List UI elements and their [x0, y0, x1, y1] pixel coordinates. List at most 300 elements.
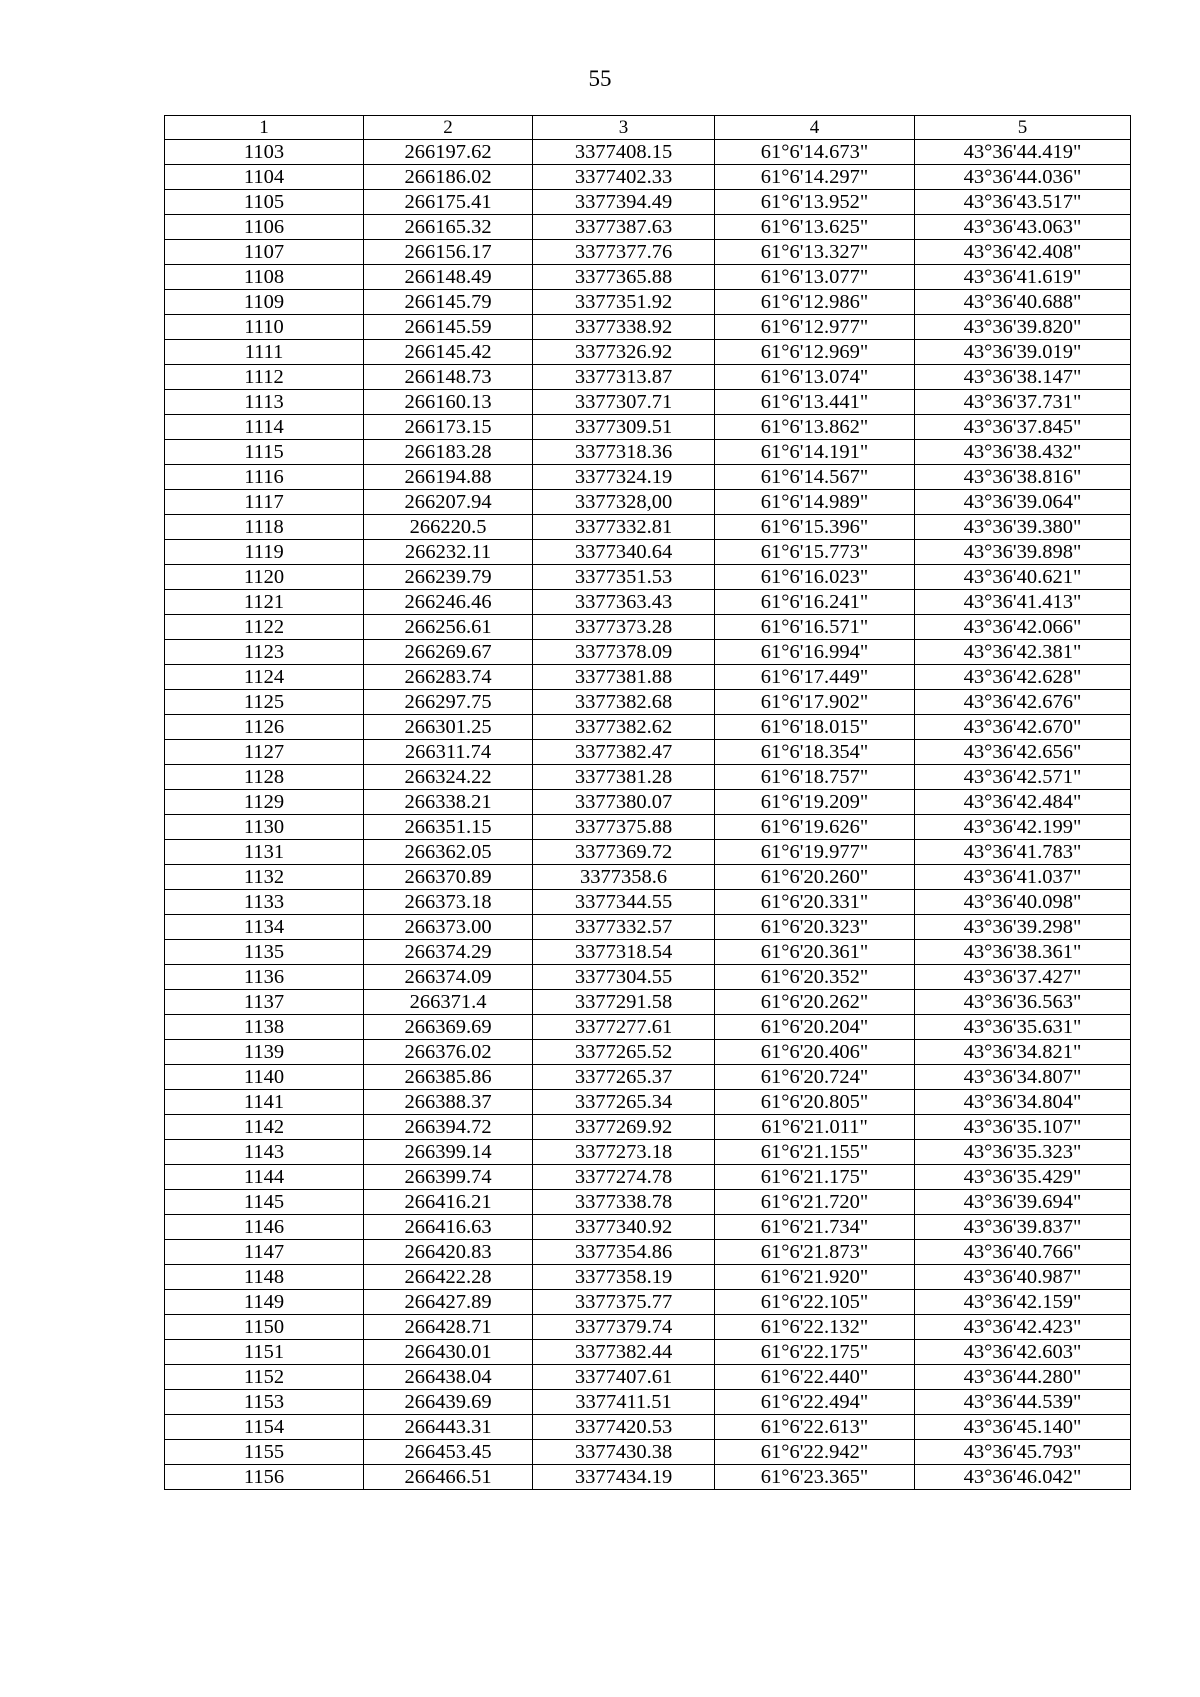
longitude-cell: 61°6'12.969"	[715, 340, 915, 365]
table-row	[165, 865, 1131, 890]
latitude-cell: 43°36'37.845"	[915, 415, 1131, 440]
table-row	[165, 1390, 1131, 1415]
table-row	[165, 715, 1131, 740]
x-coordinate-cell: 266351.15	[364, 815, 533, 840]
latitude-cell: 43°36'35.107"	[915, 1115, 1131, 1140]
table-row	[165, 515, 1131, 540]
table-row	[165, 740, 1131, 765]
x-coordinate-cell: 266239.79	[364, 565, 533, 590]
x-coordinate-cell: 266430.01	[364, 1340, 533, 1365]
longitude-cell: 61°6'22.105"	[715, 1290, 915, 1315]
longitude-cell: 61°6'16.571"	[715, 615, 915, 640]
x-coordinate-cell: 266373.18	[364, 890, 533, 915]
table-row	[165, 1440, 1131, 1465]
x-coordinate-cell: 266438.04	[364, 1365, 533, 1390]
table-row	[165, 765, 1131, 790]
table-row	[165, 1165, 1131, 1190]
latitude-cell: 43°36'42.408"	[915, 240, 1131, 265]
y-coordinate-cell: 3377340.64	[533, 540, 715, 565]
table-row	[165, 790, 1131, 815]
longitude-cell: 61°6'13.952"	[715, 190, 915, 215]
x-coordinate-cell: 266373.00	[364, 915, 533, 940]
latitude-cell: 43°36'42.484"	[915, 790, 1131, 815]
latitude-cell: 43°36'36.563"	[915, 990, 1131, 1015]
x-coordinate-cell: 266269.67	[364, 640, 533, 665]
longitude-cell: 61°6'20.331"	[715, 890, 915, 915]
table-row	[165, 440, 1131, 465]
point-number-cell: 1115	[165, 440, 364, 465]
latitude-cell: 43°36'42.199"	[915, 815, 1131, 840]
y-coordinate-cell: 3377407.61	[533, 1365, 715, 1390]
latitude-cell: 43°36'44.036"	[915, 165, 1131, 190]
table-header-row	[165, 116, 1131, 140]
longitude-cell: 61°6'12.986"	[715, 290, 915, 315]
latitude-cell: 43°36'46.042"	[915, 1465, 1131, 1490]
latitude-cell: 43°36'39.019"	[915, 340, 1131, 365]
latitude-cell: 43°36'34.804"	[915, 1090, 1131, 1115]
x-coordinate-cell: 266416.21	[364, 1190, 533, 1215]
point-number-cell: 1148	[165, 1265, 364, 1290]
x-coordinate-cell: 266232.11	[364, 540, 533, 565]
longitude-cell: 61°6'20.724"	[715, 1065, 915, 1090]
x-coordinate-cell: 266194.88	[364, 465, 533, 490]
x-coordinate-cell: 266207.94	[364, 490, 533, 515]
table-row	[165, 1090, 1131, 1115]
y-coordinate-cell: 3377269.92	[533, 1115, 715, 1140]
point-number-cell: 1135	[165, 940, 364, 965]
longitude-cell: 61°6'18.354"	[715, 740, 915, 765]
longitude-cell: 61°6'22.942"	[715, 1440, 915, 1465]
point-number-cell: 1133	[165, 890, 364, 915]
longitude-cell: 61°6'21.175"	[715, 1165, 915, 1190]
page-number: 55	[588, 66, 612, 91]
table-row	[165, 490, 1131, 515]
y-coordinate-cell: 3377363.43	[533, 590, 715, 615]
longitude-cell: 61°6'20.262"	[715, 990, 915, 1015]
longitude-cell: 61°6'15.396"	[715, 515, 915, 540]
longitude-cell: 61°6'17.902"	[715, 690, 915, 715]
longitude-cell: 61°6'22.613"	[715, 1415, 915, 1440]
y-coordinate-cell: 3377378.09	[533, 640, 715, 665]
latitude-cell: 43°36'39.820"	[915, 315, 1131, 340]
table-row	[165, 190, 1131, 215]
point-number-cell: 1142	[165, 1115, 364, 1140]
longitude-cell: 61°6'22.440"	[715, 1365, 915, 1390]
latitude-cell: 43°36'44.280"	[915, 1365, 1131, 1390]
y-coordinate-cell: 3377318.54	[533, 940, 715, 965]
table-row	[165, 415, 1131, 440]
y-coordinate-cell: 3377387.63	[533, 215, 715, 240]
table-row	[165, 615, 1131, 640]
x-coordinate-cell: 266148.49	[364, 265, 533, 290]
latitude-cell: 43°36'39.694"	[915, 1190, 1131, 1215]
latitude-cell: 43°36'38.361"	[915, 940, 1131, 965]
table-row	[165, 1015, 1131, 1040]
y-coordinate-cell: 3377358.19	[533, 1265, 715, 1290]
x-coordinate-cell: 266371.4	[364, 990, 533, 1015]
point-number-cell: 1111	[165, 340, 364, 365]
point-number-cell: 1137	[165, 990, 364, 1015]
latitude-cell: 43°36'42.628"	[915, 665, 1131, 690]
point-number-cell: 1103	[165, 140, 364, 165]
point-number-cell: 1114	[165, 415, 364, 440]
latitude-cell: 43°36'39.837"	[915, 1215, 1131, 1240]
latitude-cell: 43°36'34.807"	[915, 1065, 1131, 1090]
y-coordinate-cell: 3377420.53	[533, 1415, 715, 1440]
x-coordinate-cell: 266374.09	[364, 965, 533, 990]
latitude-cell: 43°36'42.381"	[915, 640, 1131, 665]
longitude-cell: 61°6'13.074"	[715, 365, 915, 390]
point-number-cell: 1119	[165, 540, 364, 565]
latitude-cell: 43°36'43.517"	[915, 190, 1131, 215]
y-coordinate-cell: 3377338.92	[533, 315, 715, 340]
point-number-cell: 1105	[165, 190, 364, 215]
y-coordinate-cell: 3377354.86	[533, 1240, 715, 1265]
x-coordinate-cell: 266186.02	[364, 165, 533, 190]
x-coordinate-cell: 266428.71	[364, 1315, 533, 1340]
y-coordinate-cell: 3377340.92	[533, 1215, 715, 1240]
y-coordinate-cell: 3377430.38	[533, 1440, 715, 1465]
y-coordinate-cell: 3377380.07	[533, 790, 715, 815]
x-coordinate-cell: 266145.42	[364, 340, 533, 365]
latitude-cell: 43°36'40.621"	[915, 565, 1131, 590]
table-row	[165, 565, 1131, 590]
x-coordinate-cell: 266283.74	[364, 665, 533, 690]
latitude-cell: 43°36'43.063"	[915, 215, 1131, 240]
table-row	[165, 165, 1131, 190]
longitude-cell: 61°6'21.920"	[715, 1265, 915, 1290]
y-coordinate-cell: 3377402.33	[533, 165, 715, 190]
table-row	[165, 315, 1131, 340]
latitude-cell: 43°36'38.147"	[915, 365, 1131, 390]
x-coordinate-cell: 266416.63	[364, 1215, 533, 1240]
table-row	[165, 1215, 1131, 1240]
y-coordinate-cell: 3377434.19	[533, 1465, 715, 1490]
table-row	[165, 365, 1131, 390]
y-coordinate-cell: 3377382.68	[533, 690, 715, 715]
y-coordinate-cell: 3377382.47	[533, 740, 715, 765]
y-coordinate-cell: 3377351.92	[533, 290, 715, 315]
point-number-cell: 1140	[165, 1065, 364, 1090]
point-number-cell: 1126	[165, 715, 364, 740]
table-row	[165, 140, 1131, 165]
point-number-cell: 1138	[165, 1015, 364, 1040]
point-number-cell: 1121	[165, 590, 364, 615]
longitude-cell: 61°6'20.361"	[715, 940, 915, 965]
x-coordinate-cell: 266311.74	[364, 740, 533, 765]
x-coordinate-cell: 266466.51	[364, 1465, 533, 1490]
x-coordinate-cell: 266160.13	[364, 390, 533, 415]
x-coordinate-cell: 266324.22	[364, 765, 533, 790]
longitude-cell: 61°6'17.449"	[715, 665, 915, 690]
longitude-cell: 61°6'14.567"	[715, 465, 915, 490]
y-coordinate-cell: 3377332.57	[533, 915, 715, 940]
longitude-cell: 61°6'20.805"	[715, 1090, 915, 1115]
point-number-cell: 1145	[165, 1190, 364, 1215]
longitude-cell: 61°6'21.011"	[715, 1115, 915, 1140]
y-coordinate-cell: 3377377.76	[533, 240, 715, 265]
x-coordinate-cell: 266148.73	[364, 365, 533, 390]
x-coordinate-cell: 266376.02	[364, 1040, 533, 1065]
y-coordinate-cell: 3377381.88	[533, 665, 715, 690]
x-coordinate-cell: 266422.28	[364, 1265, 533, 1290]
point-number-cell: 1106	[165, 215, 364, 240]
x-coordinate-cell: 266388.37	[364, 1090, 533, 1115]
y-coordinate-cell: 3377375.77	[533, 1290, 715, 1315]
longitude-cell: 61°6'13.077"	[715, 265, 915, 290]
latitude-cell: 43°36'42.603"	[915, 1340, 1131, 1365]
table-row	[165, 265, 1131, 290]
x-coordinate-cell: 266369.69	[364, 1015, 533, 1040]
latitude-cell: 43°36'42.159"	[915, 1290, 1131, 1315]
y-coordinate-cell: 3377408.15	[533, 140, 715, 165]
x-coordinate-cell: 266246.46	[364, 590, 533, 615]
longitude-cell: 61°6'19.626"	[715, 815, 915, 840]
table-row	[165, 1040, 1131, 1065]
table-row	[165, 840, 1131, 865]
point-number-cell: 1124	[165, 665, 364, 690]
x-coordinate-cell: 266175.41	[364, 190, 533, 215]
point-number-cell: 1129	[165, 790, 364, 815]
point-number-cell: 1118	[165, 515, 364, 540]
point-number-cell: 1134	[165, 915, 364, 940]
table-row	[165, 1415, 1131, 1440]
point-number-cell: 1113	[165, 390, 364, 415]
coordinates-table	[164, 115, 1131, 1490]
table-row	[165, 940, 1131, 965]
table-row	[165, 1140, 1131, 1165]
y-coordinate-cell: 3377313.87	[533, 365, 715, 390]
table-row	[165, 1240, 1131, 1265]
table-row	[165, 1315, 1131, 1340]
longitude-cell: 61°6'19.209"	[715, 790, 915, 815]
x-coordinate-cell: 266156.17	[364, 240, 533, 265]
x-coordinate-cell: 266362.05	[364, 840, 533, 865]
longitude-cell: 61°6'23.365"	[715, 1465, 915, 1490]
latitude-cell: 43°36'39.298"	[915, 915, 1131, 940]
longitude-cell: 61°6'22.494"	[715, 1390, 915, 1415]
longitude-cell: 61°6'21.734"	[715, 1215, 915, 1240]
point-number-cell: 1151	[165, 1340, 364, 1365]
longitude-cell: 61°6'20.323"	[715, 915, 915, 940]
table-row	[165, 965, 1131, 990]
longitude-cell: 61°6'13.625"	[715, 215, 915, 240]
x-coordinate-cell: 266197.62	[364, 140, 533, 165]
longitude-cell: 61°6'20.260"	[715, 865, 915, 890]
y-coordinate-cell: 3377382.44	[533, 1340, 715, 1365]
table-row	[165, 815, 1131, 840]
x-coordinate-cell: 266256.61	[364, 615, 533, 640]
y-coordinate-cell: 3377304.55	[533, 965, 715, 990]
table-row	[165, 590, 1131, 615]
y-coordinate-cell: 3377332.81	[533, 515, 715, 540]
x-coordinate-cell: 266399.74	[364, 1165, 533, 1190]
table-row	[165, 340, 1131, 365]
x-coordinate-cell: 266374.29	[364, 940, 533, 965]
longitude-cell: 61°6'18.015"	[715, 715, 915, 740]
y-coordinate-cell: 3377369.72	[533, 840, 715, 865]
longitude-cell: 61°6'18.757"	[715, 765, 915, 790]
x-coordinate-cell: 266301.25	[364, 715, 533, 740]
point-number-cell: 1110	[165, 315, 364, 340]
table-body	[165, 140, 1131, 1490]
y-coordinate-cell: 3377309.51	[533, 415, 715, 440]
x-coordinate-cell: 266427.89	[364, 1290, 533, 1315]
latitude-cell: 43°36'42.423"	[915, 1315, 1131, 1340]
x-coordinate-cell: 266145.59	[364, 315, 533, 340]
latitude-cell: 43°36'39.380"	[915, 515, 1131, 540]
latitude-cell: 43°36'45.793"	[915, 1440, 1131, 1465]
table-row	[165, 290, 1131, 315]
y-coordinate-cell: 3377307.71	[533, 390, 715, 415]
latitude-cell: 43°36'39.898"	[915, 540, 1131, 565]
x-coordinate-cell: 266145.79	[364, 290, 533, 315]
x-coordinate-cell: 266165.32	[364, 215, 533, 240]
column-header: 1	[165, 116, 364, 140]
longitude-cell: 61°6'14.989"	[715, 490, 915, 515]
latitude-cell: 43°36'41.783"	[915, 840, 1131, 865]
point-number-cell: 1112	[165, 365, 364, 390]
point-number-cell: 1109	[165, 290, 364, 315]
y-coordinate-cell: 3377351.53	[533, 565, 715, 590]
point-number-cell: 1153	[165, 1390, 364, 1415]
y-coordinate-cell: 3377277.61	[533, 1015, 715, 1040]
y-coordinate-cell: 3377379.74	[533, 1315, 715, 1340]
table-row	[165, 640, 1131, 665]
longitude-cell: 61°6'21.155"	[715, 1140, 915, 1165]
point-number-cell: 1136	[165, 965, 364, 990]
point-number-cell: 1104	[165, 165, 364, 190]
x-coordinate-cell: 266220.5	[364, 515, 533, 540]
table-row	[165, 1465, 1131, 1490]
point-number-cell: 1117	[165, 490, 364, 515]
point-number-cell: 1155	[165, 1440, 364, 1465]
x-coordinate-cell: 266183.28	[364, 440, 533, 465]
point-number-cell: 1107	[165, 240, 364, 265]
latitude-cell: 43°36'42.571"	[915, 765, 1131, 790]
table-row	[165, 1265, 1131, 1290]
latitude-cell: 43°36'40.098"	[915, 890, 1131, 915]
latitude-cell: 43°36'41.619"	[915, 265, 1131, 290]
point-number-cell: 1156	[165, 1465, 364, 1490]
longitude-cell: 61°6'21.720"	[715, 1190, 915, 1215]
y-coordinate-cell: 3377358.6	[533, 865, 715, 890]
point-number-cell: 1116	[165, 465, 364, 490]
latitude-cell: 43°36'35.631"	[915, 1015, 1131, 1040]
y-coordinate-cell: 3377381.28	[533, 765, 715, 790]
point-number-cell: 1146	[165, 1215, 364, 1240]
point-number-cell: 1131	[165, 840, 364, 865]
y-coordinate-cell: 3377375.88	[533, 815, 715, 840]
x-coordinate-cell: 266297.75	[364, 690, 533, 715]
y-coordinate-cell: 3377291.58	[533, 990, 715, 1015]
longitude-cell: 61°6'13.862"	[715, 415, 915, 440]
x-coordinate-cell: 266370.89	[364, 865, 533, 890]
point-number-cell: 1144	[165, 1165, 364, 1190]
y-coordinate-cell: 3377344.55	[533, 890, 715, 915]
y-coordinate-cell: 3377411.51	[533, 1390, 715, 1415]
column-header: 4	[715, 116, 915, 140]
longitude-cell: 61°6'16.023"	[715, 565, 915, 590]
x-coordinate-cell: 266338.21	[364, 790, 533, 815]
y-coordinate-cell: 3377274.78	[533, 1165, 715, 1190]
y-coordinate-cell: 3377265.37	[533, 1065, 715, 1090]
y-coordinate-cell: 3377265.52	[533, 1040, 715, 1065]
point-number-cell: 1154	[165, 1415, 364, 1440]
table-row	[165, 990, 1131, 1015]
y-coordinate-cell: 3377318.36	[533, 440, 715, 465]
point-number-cell: 1122	[165, 615, 364, 640]
y-coordinate-cell: 3377324.19	[533, 465, 715, 490]
point-number-cell: 1139	[165, 1040, 364, 1065]
table-row	[165, 1340, 1131, 1365]
table-row	[165, 240, 1131, 265]
longitude-cell: 61°6'20.406"	[715, 1040, 915, 1065]
latitude-cell: 43°36'35.429"	[915, 1165, 1131, 1190]
point-number-cell: 1127	[165, 740, 364, 765]
longitude-cell: 61°6'22.175"	[715, 1340, 915, 1365]
point-number-cell: 1128	[165, 765, 364, 790]
latitude-cell: 43°36'39.064"	[915, 490, 1131, 515]
y-coordinate-cell: 3377273.18	[533, 1140, 715, 1165]
point-number-cell: 1123	[165, 640, 364, 665]
latitude-cell: 43°36'44.419"	[915, 140, 1131, 165]
longitude-cell: 61°6'14.191"	[715, 440, 915, 465]
column-header: 3	[533, 116, 715, 140]
longitude-cell: 61°6'21.873"	[715, 1240, 915, 1265]
table-row	[165, 1065, 1131, 1090]
point-number-cell: 1143	[165, 1140, 364, 1165]
point-number-cell: 1149	[165, 1290, 364, 1315]
point-number-cell: 1147	[165, 1240, 364, 1265]
latitude-cell: 43°36'40.766"	[915, 1240, 1131, 1265]
table-row	[165, 1365, 1131, 1390]
point-number-cell: 1130	[165, 815, 364, 840]
longitude-cell: 61°6'13.441"	[715, 390, 915, 415]
point-number-cell: 1132	[165, 865, 364, 890]
point-number-cell: 1108	[165, 265, 364, 290]
y-coordinate-cell: 3377365.88	[533, 265, 715, 290]
longitude-cell: 61°6'20.204"	[715, 1015, 915, 1040]
longitude-cell: 61°6'14.673"	[715, 140, 915, 165]
y-coordinate-cell: 3377373.28	[533, 615, 715, 640]
x-coordinate-cell: 266439.69	[364, 1390, 533, 1415]
latitude-cell: 43°36'42.656"	[915, 740, 1131, 765]
point-number-cell: 1120	[165, 565, 364, 590]
latitude-cell: 43°36'34.821"	[915, 1040, 1131, 1065]
y-coordinate-cell: 3377338.78	[533, 1190, 715, 1215]
column-header: 2	[364, 116, 533, 140]
latitude-cell: 43°36'42.676"	[915, 690, 1131, 715]
table-row	[165, 690, 1131, 715]
x-coordinate-cell: 266443.31	[364, 1415, 533, 1440]
x-coordinate-cell: 266385.86	[364, 1065, 533, 1090]
longitude-cell: 61°6'16.241"	[715, 590, 915, 615]
x-coordinate-cell: 266420.83	[364, 1240, 533, 1265]
table-row	[165, 465, 1131, 490]
latitude-cell: 43°36'45.140"	[915, 1415, 1131, 1440]
longitude-cell: 61°6'12.977"	[715, 315, 915, 340]
x-coordinate-cell: 266173.15	[364, 415, 533, 440]
longitude-cell: 61°6'16.994"	[715, 640, 915, 665]
table-row	[165, 215, 1131, 240]
latitude-cell: 43°36'37.731"	[915, 390, 1131, 415]
y-coordinate-cell: 3377265.34	[533, 1090, 715, 1115]
latitude-cell: 43°36'35.323"	[915, 1140, 1131, 1165]
point-number-cell: 1150	[165, 1315, 364, 1340]
latitude-cell: 43°36'41.413"	[915, 590, 1131, 615]
latitude-cell: 43°36'37.427"	[915, 965, 1131, 990]
